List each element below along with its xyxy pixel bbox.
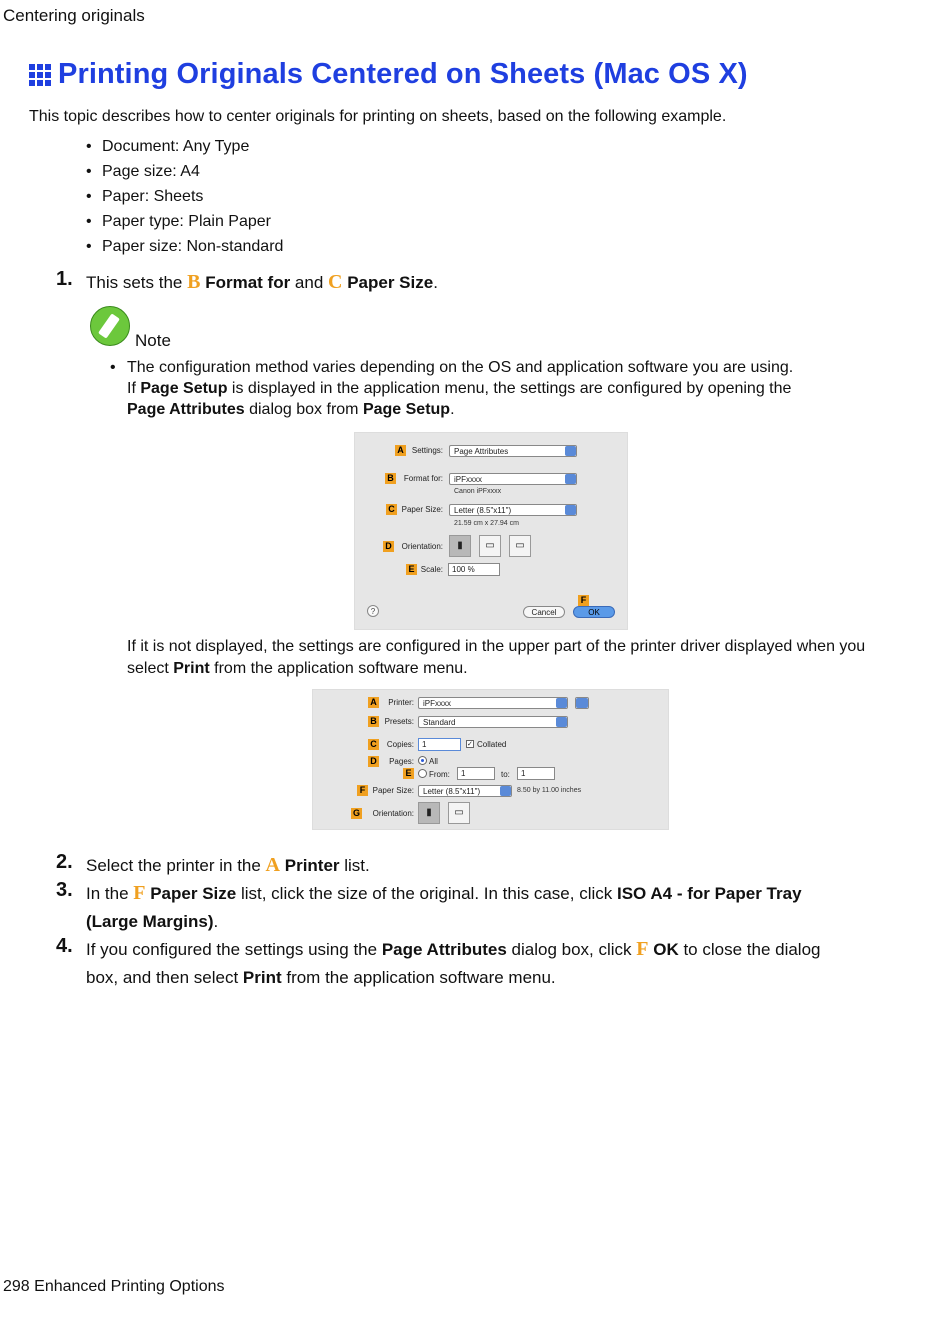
format-sub: Canon iPFxxxx (454, 488, 502, 495)
callout-a: A (368, 697, 379, 708)
paper-size-label: Paper Size: (401, 505, 443, 514)
example-list (86, 136, 283, 261)
step-text: Select the printer in the A Printer list. (86, 854, 370, 876)
settings-label: Settings: (411, 446, 443, 455)
running-header: Centering originals (3, 6, 145, 25)
landscape-right-icon[interactable]: ▭ (509, 535, 531, 557)
callout-f: F (578, 595, 589, 606)
step-number: 3. (56, 879, 73, 901)
scale-label: Scale: (420, 565, 443, 574)
callout-b: B (385, 473, 396, 484)
printer-label: Printer: (388, 698, 414, 707)
paper-size-label: Paper Size: (372, 786, 414, 795)
orientation-label: Orientation: (372, 809, 414, 818)
expand-toggle[interactable] (575, 697, 589, 709)
pages-all-radio[interactable] (418, 756, 427, 765)
print-dialog (312, 689, 669, 830)
step-number: 4. (56, 935, 73, 957)
paper-size-select[interactable]: Letter (8.5"x11") (449, 504, 577, 516)
from-field[interactable]: 1 (457, 767, 495, 780)
step-1 (56, 268, 846, 297)
list-item: • Document: Any Type (86, 136, 283, 161)
callout-d: D (383, 541, 394, 552)
callout-g: G (352, 808, 360, 818)
copies-field[interactable]: 1 (418, 738, 461, 751)
presets-label: Presets: (384, 717, 414, 726)
note-body: • The configuration method varies depending on the OS and application software you are using. If Page Setup is displayed in the application menu, the settings are configured by opening the Page Attributes dialog box from Page Setup. (110, 357, 830, 420)
note-label: Note (135, 331, 171, 350)
callout-d: D (368, 756, 379, 767)
landscape-icon[interactable]: ▭ (448, 802, 470, 824)
to-label: to: (501, 770, 510, 779)
step-number: 2. (56, 851, 73, 873)
copies-label: Copies: (386, 740, 414, 749)
list-item: • Paper size: Non-standard (86, 236, 283, 261)
help-icon[interactable]: ? (367, 605, 379, 617)
portrait-icon[interactable]: ▮ (418, 802, 440, 824)
list-item: • Paper type: Plain Paper (86, 211, 283, 236)
paper-size-info: 8.50 by 11.00 inches (517, 787, 582, 794)
title-block (29, 58, 748, 91)
paper-size-select[interactable]: Letter (8.5"x11") (418, 785, 512, 797)
note-text: The configuration method varies depending on the OS and application software you are using. If Page Setup is displayed in the application menu, the settings are configured by opening the Page Attributes dialog box from Page Setup. (127, 359, 794, 418)
intro-text: This topic describes how to center originals for printing on sheets, based on the following example. (29, 108, 727, 125)
callout-e: E (403, 768, 414, 779)
page-title: Printing Originals Centered on Sheets (Mac OS X) (58, 58, 748, 90)
ok-button[interactable]: OK (573, 606, 615, 618)
step-number: 1. (56, 268, 73, 290)
list-item: • Paper: Sheets (86, 186, 283, 211)
from-label: From: (429, 770, 450, 779)
settings-select[interactable]: Page Attributes (449, 445, 577, 457)
callout-c: C (368, 739, 379, 750)
step-text: This sets the B Format for and C Paper Size. (86, 271, 438, 293)
paper-size-sub: 21.59 cm x 27.94 cm (454, 520, 519, 527)
step-text: If you configured the settings using the Page Attributes dialog box, click F OK to close the dialog box, and then select Print from the application software menu. (86, 938, 821, 987)
callout-f: F (357, 785, 368, 796)
grid-icon (29, 64, 51, 86)
landscape-left-icon[interactable]: ▭ (479, 535, 501, 557)
printer-select[interactable]: iPFxxxx (418, 697, 568, 709)
callout-b: B (368, 716, 379, 727)
page-attributes-dialog (354, 432, 628, 630)
callout-e: E (406, 564, 417, 575)
all-label: All (429, 757, 438, 766)
format-for-select[interactable]: iPFxxxx (449, 473, 577, 485)
paragraph-print-driver: If it is not displayed, the settings are configured in the upper part of the printer driver displayed when you select Print from the application software menu. (127, 638, 866, 677)
callout-a: A (395, 445, 406, 456)
to-field[interactable]: 1 (517, 767, 555, 780)
list-item: • Page size: A4 (86, 161, 283, 186)
scale-field[interactable]: 100 % (448, 563, 500, 576)
note-pencil-icon (90, 306, 130, 346)
step-3 (56, 879, 846, 936)
orientation-label: Orientation: (401, 542, 443, 551)
collated-label: Collated (477, 740, 507, 749)
page-footer: 298 Enhanced Printing Options (3, 1278, 225, 1295)
pages-from-radio[interactable] (418, 769, 427, 778)
portrait-icon[interactable]: ▮ (449, 535, 471, 557)
cancel-button[interactable]: Cancel (523, 606, 565, 618)
presets-select[interactable]: Standard (418, 716, 568, 728)
step-4 (56, 935, 846, 992)
collated-checkbox[interactable]: ✓ (467, 741, 473, 748)
callout-c: C (386, 504, 397, 515)
step-2 (56, 851, 846, 880)
step-text: In the F Paper Size list, click the size of the original. In this case, click ISO A4 - for Paper Tray (Large Margins). (86, 882, 802, 931)
format-for-label: Format for: (403, 474, 443, 483)
pages-label: Pages: (389, 757, 414, 766)
